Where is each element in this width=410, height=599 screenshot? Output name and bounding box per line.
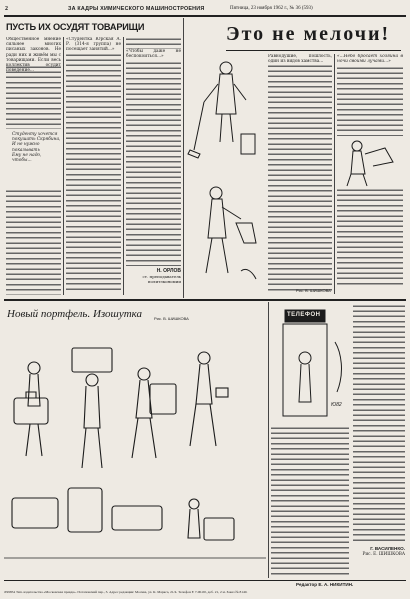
left-colsep-2: [123, 37, 124, 295]
issue-date: Пятница, 23 ноября 1962 г., № 36 (593): [230, 6, 313, 11]
left-col1-body: [6, 65, 61, 129]
left-column-2: [66, 37, 121, 297]
right-banner: Это не мелочи!: [226, 23, 391, 45]
man-carrying-load-drawing: [337, 136, 403, 188]
right-article: [186, 18, 406, 298]
right-col1-body: [268, 64, 332, 292]
left-verse: Студенту хочется покушать Скрябина, И не нужно показывать Ему не надо, чтобы...: [12, 132, 61, 164]
woman-sweeping-drawing: [186, 54, 266, 179]
left-col3-top: [126, 37, 181, 49]
newspaper-title: ЗА КАДРЫ ХИМИЧЕСКОГО МАШИНОСТРОЕНИЯ: [68, 6, 205, 12]
left-col2-lead: «Студентка Юрская А. Р. (314-я группа) не посещает занятий...»: [66, 37, 121, 53]
briefcase-row-4: [204, 518, 234, 540]
phone-column-2: [271, 426, 349, 576]
right-col2-tail: [337, 188, 403, 288]
right-illustration-bottom: [186, 183, 266, 295]
sketch-mark: Ю82: [331, 402, 342, 408]
phone-sign: ТЕЛЕФОН: [287, 312, 321, 318]
right-col1-lead: Равнодушие, пошлость, один из видов хамства...: [268, 54, 332, 65]
right-colsep: [334, 54, 335, 294]
header-rule: [4, 15, 406, 17]
imprint-line: Л99854 Тип. издательства «Московская правда». Потаповский пер., 3. Адрес редакции: Москва, ул. К. Маркса, 21/4. Телефон Е 7-00-00, доб. 21, 2 м. Заказ № 8140.: [4, 590, 248, 594]
signoff-illustrator: Рис. Е. ШИШКОВА: [362, 551, 405, 557]
phone-section: [271, 302, 406, 578]
banner-rule: [226, 50, 401, 51]
left-signature: Н. ОРЛОВ: [156, 268, 181, 274]
left-col1-tail: [6, 189, 61, 295]
briefcase-2: [72, 348, 112, 372]
portfolio-cartoons: [4, 328, 266, 578]
mid-rule: [4, 299, 406, 301]
left-column-3: [126, 37, 181, 297]
right-column-1: [268, 54, 332, 294]
briefcase-row-2: [68, 488, 102, 532]
signoff-author: Г. ВАСИЛЕНКО.: [370, 546, 405, 551]
left-col3-body: [126, 61, 181, 266]
left-column-1: [6, 37, 61, 297]
left-colsep-1: [63, 37, 64, 295]
right-col2-epigraph: «...Небо бросает хозяина в ночи своими лучами...»: [337, 54, 403, 65]
right-illustration-top: [186, 54, 266, 179]
left-col2-body: [66, 53, 121, 293]
left-signature-role: ст. преподаватель политэкономии: [142, 274, 181, 285]
phone-column-1: [353, 304, 405, 574]
left-article: [4, 18, 182, 298]
editor-line: Редактор Е. А. НИКИТИН.: [296, 582, 354, 587]
briefcase-row-3: [112, 506, 162, 530]
man-with-bucket-drawing: [186, 183, 266, 295]
right-column-2: [337, 54, 403, 294]
footer-rule: [4, 580, 406, 581]
phone-col1-body: [353, 304, 405, 542]
portfolio-credit: Рис. В. ШИШКОВА: [154, 316, 189, 321]
briefcase-row-1: [12, 498, 58, 528]
page-number: 2: [5, 6, 8, 12]
briefcase-3: [150, 384, 176, 414]
cartoon-section: [4, 302, 266, 578]
right-illustration-credit: Рис. В. ШИШКОВА: [296, 288, 331, 293]
right-col2-body: [337, 66, 403, 136]
left-headline: ПУСТЬ ИХ ОСУДЯТ ТОВАРИЩИ: [6, 22, 145, 32]
portfolio-title: Новый портфель. Изошутка: [7, 308, 143, 320]
briefcase-1: [14, 398, 48, 424]
left-col3-quote: «Чтобы даже не беспокоиться...»: [126, 49, 181, 60]
left-col1-lead: Общественное мнение сильнее многих писаных законов. Не ради них и живём мы с товарищами. Если весь коллектив осудит поведение...: [6, 37, 61, 74]
figure1-head: [28, 362, 40, 374]
bottom-divider: [268, 302, 269, 578]
center-divider: [183, 18, 184, 298]
